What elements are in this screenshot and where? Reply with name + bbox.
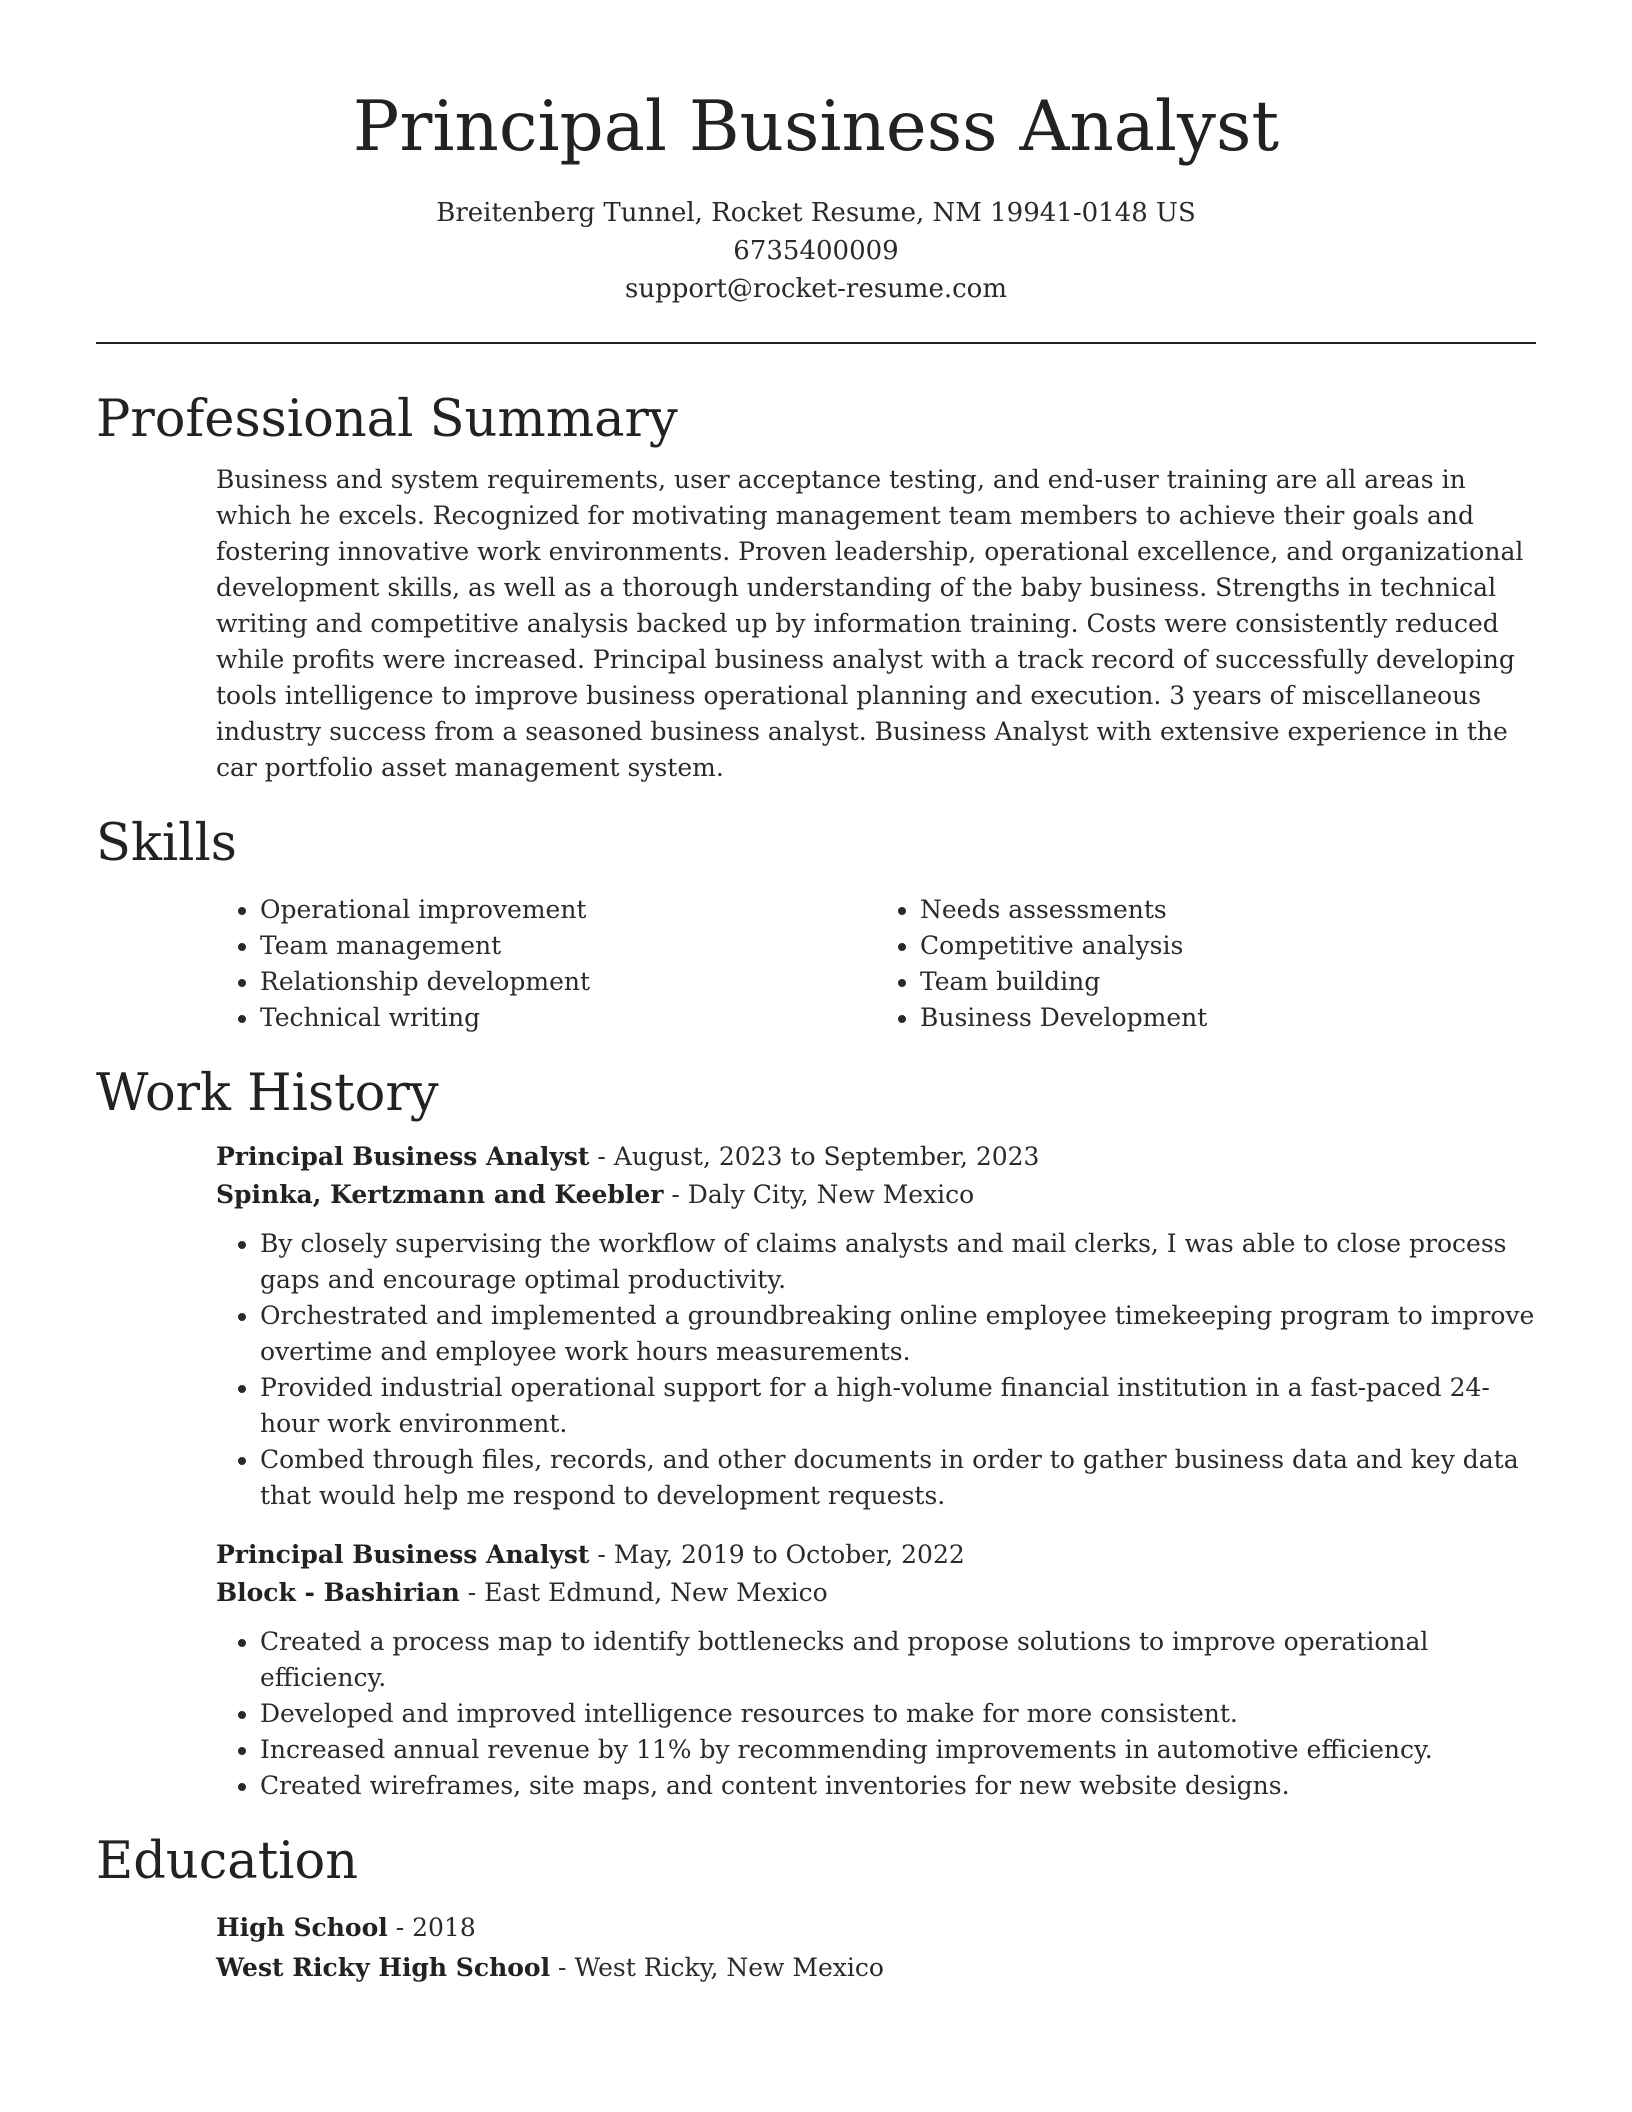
contact-block (96, 194, 1536, 308)
education-degree: High School (216, 1913, 388, 1942)
job-bullet: • Created wireframes, site maps, and content inventories for new website designs. (260, 1768, 1536, 1804)
job-dates: - May, 2019 to October, 2022 (589, 1540, 965, 1569)
education-school: West Ricky High School (216, 1953, 551, 1982)
section-title-education: Education (96, 1832, 359, 1891)
job-position: Principal Business Analyst (216, 1142, 590, 1171)
skill-item: • Team management (260, 928, 876, 964)
job-title-line (216, 1536, 1536, 1574)
resume-header (96, 0, 1536, 308)
skills-section (96, 810, 1536, 1036)
job-location: - Daly City, New Mexico (663, 1180, 975, 1209)
job-bullet: • Developed and improved intelligence resources to make for more consistent. (260, 1696, 1536, 1732)
job-bullet: • Provided industrial operational support for a high-volume financial institution in a fast-paced 24-hour work environment. (260, 1370, 1536, 1442)
professional-summary-section (96, 386, 1536, 786)
work-history-section (96, 1060, 1536, 1804)
skills-column-right (876, 892, 1536, 1036)
skill-item: • Business Development (920, 1000, 1536, 1036)
education-degree-line (216, 1908, 1536, 1948)
job-position: Principal Business Analyst (216, 1540, 590, 1569)
education-section (96, 1828, 1536, 1988)
skill-item: • Relationship development (260, 964, 876, 1000)
skills-grid (216, 892, 1536, 1036)
skill-item: • Technical writing (260, 1000, 876, 1036)
education-year: - 2018 (387, 1913, 476, 1942)
candidate-name: Principal Business Analyst (352, 87, 1280, 167)
job-entry (216, 1536, 1536, 1804)
contact-phone: 6735400009 (733, 236, 899, 266)
job-company: Spinka, Kertzmann and Keebler (216, 1180, 664, 1209)
job-bullet: • Orchestrated and implemented a groundbreaking online employee timekeeping program to improve overtime and employee work hours measurements. (260, 1298, 1536, 1370)
skill-item: • Needs assessments (920, 892, 1536, 928)
job-location: - East Edmund, New Mexico (459, 1578, 828, 1607)
skill-item: • Competitive analysis (920, 928, 1536, 964)
section-title-summary: Professional Summary (96, 390, 678, 449)
job-bullets (216, 1226, 1536, 1514)
job-bullet: • Created a process map to identify bottlenecks and propose solutions to improve operational efficiency. (260, 1624, 1536, 1696)
job-bullet: • Combed through files, records, and other documents in order to gather business data and key data that would help me respond to development requests. (260, 1442, 1536, 1514)
section-title-skills: Skills (96, 814, 237, 873)
section-title-work: Work History (96, 1064, 439, 1123)
job-title-line (216, 1138, 1536, 1176)
education-school-line (216, 1948, 1536, 1988)
job-bullet: • Increased annual revenue by 11% by recommending improvements in automotive efficiency. (260, 1732, 1536, 1768)
skills-column-left (216, 892, 876, 1036)
job-bullets (216, 1624, 1536, 1804)
skill-item: • Team building (920, 964, 1536, 1000)
job-company-line (216, 1574, 1536, 1612)
job-company-line (216, 1176, 1536, 1214)
header-divider (96, 342, 1536, 344)
summary-text: Business and system requirements, user acceptance testing, and end-user training are all areas in which he excels. Recognized for motivating management team members to achieve their goals and fostering innovative work environments. Proven leadership, operational excellence, and organizational development skills, as well as a thorough understanding of the baby business. Strengths in technical writing and competitive analysis backed up by information training. Costs were consistently reduced while profits were increased. Principal business analyst with a track record of successfully developing tools intelligence to improve business operational planning and execution. 3 years of miscellaneous industry success from a seasoned business analyst. Business Analyst with extensive experience in the car portfolio asset management system. (216, 465, 1524, 782)
skill-item: • Operational improvement (260, 892, 876, 928)
education-entry (216, 1908, 1536, 1988)
job-entry (216, 1138, 1536, 1514)
job-bullet: • By closely supervising the workflow of claims analysts and mail clerks, I was able to close process gaps and encourage optimal productivity. (260, 1226, 1536, 1298)
job-company: Block - Bashirian (216, 1578, 460, 1607)
contact-address: Breitenberg Tunnel, Rocket Resume, NM 19941-0148 US (436, 198, 1196, 228)
education-location: - West Ricky, New Mexico (550, 1953, 884, 1982)
contact-email: support@rocket-resume.com (624, 274, 1007, 304)
job-dates: - August, 2023 to September, 2023 (589, 1142, 1040, 1171)
